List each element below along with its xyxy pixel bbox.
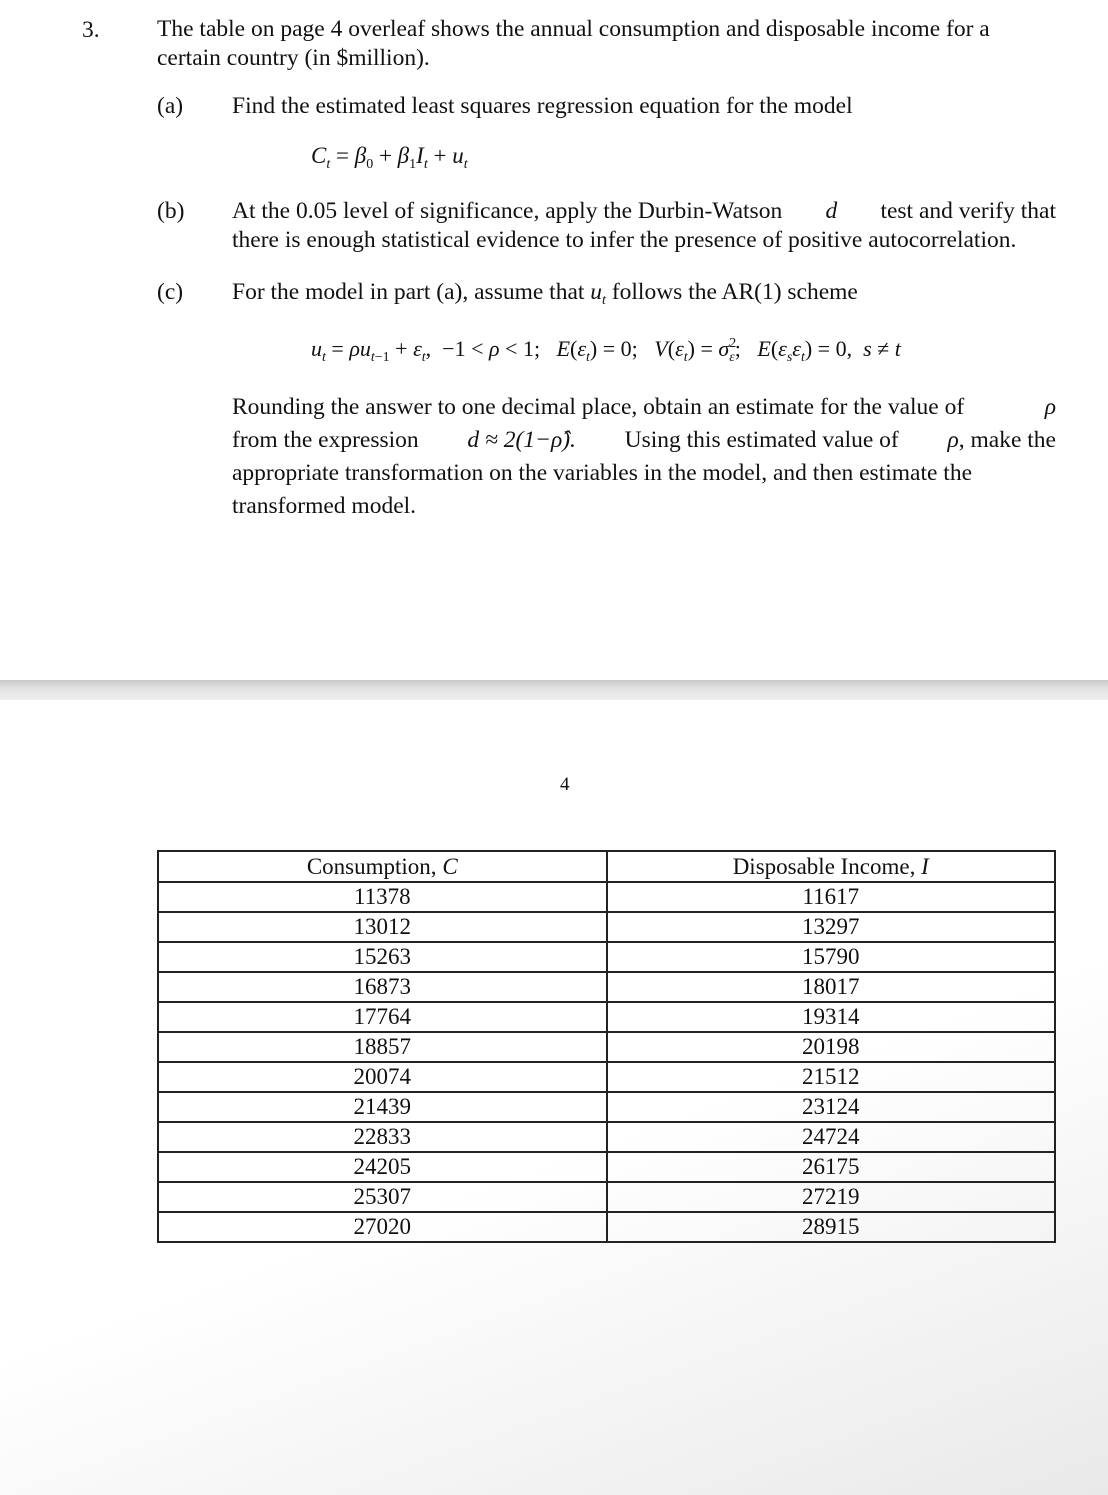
part-c-text: For the model in part (a), assume that $u_t$ follows the AR(1) scheme: [232, 279, 858, 308]
table-row: [158, 1092, 1055, 1122]
income-cell: 15790: [607, 942, 1056, 972]
table-row: [158, 1152, 1055, 1182]
table-row: [158, 1032, 1055, 1062]
income-cell: 11617: [607, 882, 1056, 912]
consumption-cell: 13012: [158, 912, 607, 942]
part-b-text: [232, 197, 1056, 255]
part-c-para-line4: transformed model.: [232, 493, 417, 519]
income-cell: 26175: [607, 1152, 1056, 1182]
part-b-line2: there is enough statistical evidence to infer the presence of positive autocorrelation.: [232, 227, 1017, 253]
table-row: [158, 1122, 1055, 1152]
part-c-label: (c): [157, 279, 184, 305]
income-cell: 20198: [607, 1032, 1056, 1062]
table-row: [158, 1212, 1055, 1242]
income-cell: 18017: [607, 972, 1056, 1002]
consumption-income-table: [157, 850, 1056, 1243]
part-b-line1-pre: At the 0.05 level of significance, apply the Durbin-Watson: [232, 198, 783, 224]
question-number: 3.: [82, 17, 100, 43]
consumption-cell: 16873: [158, 972, 607, 1002]
consumption-cell: 21439: [158, 1092, 607, 1122]
consumption-cell: 22833: [158, 1122, 607, 1152]
header-consumption: Consumption, C: [158, 851, 607, 882]
income-cell: 24724: [607, 1122, 1056, 1152]
part-c-text-pre: For the model in part (a), assume that: [232, 279, 585, 305]
part-c-para-line1: Rounding the answer to one decimal place, obtain an estimate for the value of: [232, 394, 965, 420]
income-cell: 13297: [607, 912, 1056, 942]
part-b-d-variable: d: [825, 198, 838, 224]
table-row: [158, 1002, 1055, 1032]
income-cell: 21512: [607, 1062, 1056, 1092]
part-b-label: (b): [157, 198, 185, 224]
rho-symbol: ρ: [1044, 394, 1056, 420]
consumption-cell: 11378: [158, 882, 607, 912]
consumption-cell: 17764: [158, 1002, 607, 1032]
consumption-cell: 20074: [158, 1062, 607, 1092]
income-cell: 27219: [607, 1182, 1056, 1212]
rho-symbol-2: ρ: [947, 427, 959, 453]
table-row: [158, 1182, 1055, 1212]
durbin-watson-approx-expr: d ≈ 2(1−ρ̂).: [467, 427, 576, 453]
consumption-cell: 25307: [158, 1182, 607, 1212]
table-header-row: [158, 851, 1055, 882]
part-c-para-line2-mid: Using this estimated value of: [624, 427, 899, 453]
table-row: [158, 882, 1055, 912]
page-number: 4: [560, 774, 570, 795]
part-c-para-line2-post: , make the: [958, 427, 1056, 453]
exam-page-top: [0, 0, 1108, 680]
part-c-para-line3: appropriate transformation on the variables in the model, and then estimate the: [232, 460, 973, 486]
consumption-cell: 15263: [158, 942, 607, 972]
part-b-line1-post: test and verify that: [880, 198, 1056, 224]
table-row: [158, 942, 1055, 972]
income-cell: 19314: [607, 1002, 1056, 1032]
question-intro: [157, 15, 1056, 73]
intro-line-2: certain country (in $million).: [157, 45, 430, 71]
regression-model-equation: $C_t = \beta_0 + \beta_1I_t + u_t$: [311, 143, 468, 172]
ar1-scheme-equation: $u_t = \rho u_{t-1} + \varepsilon_t$, −1 < ρ < 1; $E(\varepsilon_t) = 0$; $V(\varepsilon_t) = \sigma^2_\varepsilon$; $E(\varepsilon_s\varepsilon_t) = 0$, s ≠ t: [311, 336, 901, 365]
table-row: [158, 1062, 1055, 1092]
income-cell: 28915: [607, 1212, 1056, 1242]
consumption-cell: 27020: [158, 1212, 607, 1242]
part-c-text-post: follows the AR(1) scheme: [611, 279, 858, 305]
intro-line-1: The table on page 4 overleaf shows the annual consumption and disposable income for a: [157, 16, 990, 42]
part-c-para-line2-pre: from the expression: [232, 427, 419, 453]
part-a-text: Find the estimated least squares regression equation for the model: [232, 93, 853, 119]
consumption-cell: 18857: [158, 1032, 607, 1062]
part-c-paragraph: [232, 391, 1056, 523]
income-cell: 23124: [607, 1092, 1056, 1122]
page-separator: [0, 680, 1108, 700]
part-a-label: (a): [157, 93, 184, 119]
table-row: [158, 912, 1055, 942]
header-disposable-income: Disposable Income, I: [607, 851, 1056, 882]
consumption-cell: 24205: [158, 1152, 607, 1182]
part-c-u-variable: u: [590, 279, 603, 305]
table-row: [158, 972, 1055, 1002]
